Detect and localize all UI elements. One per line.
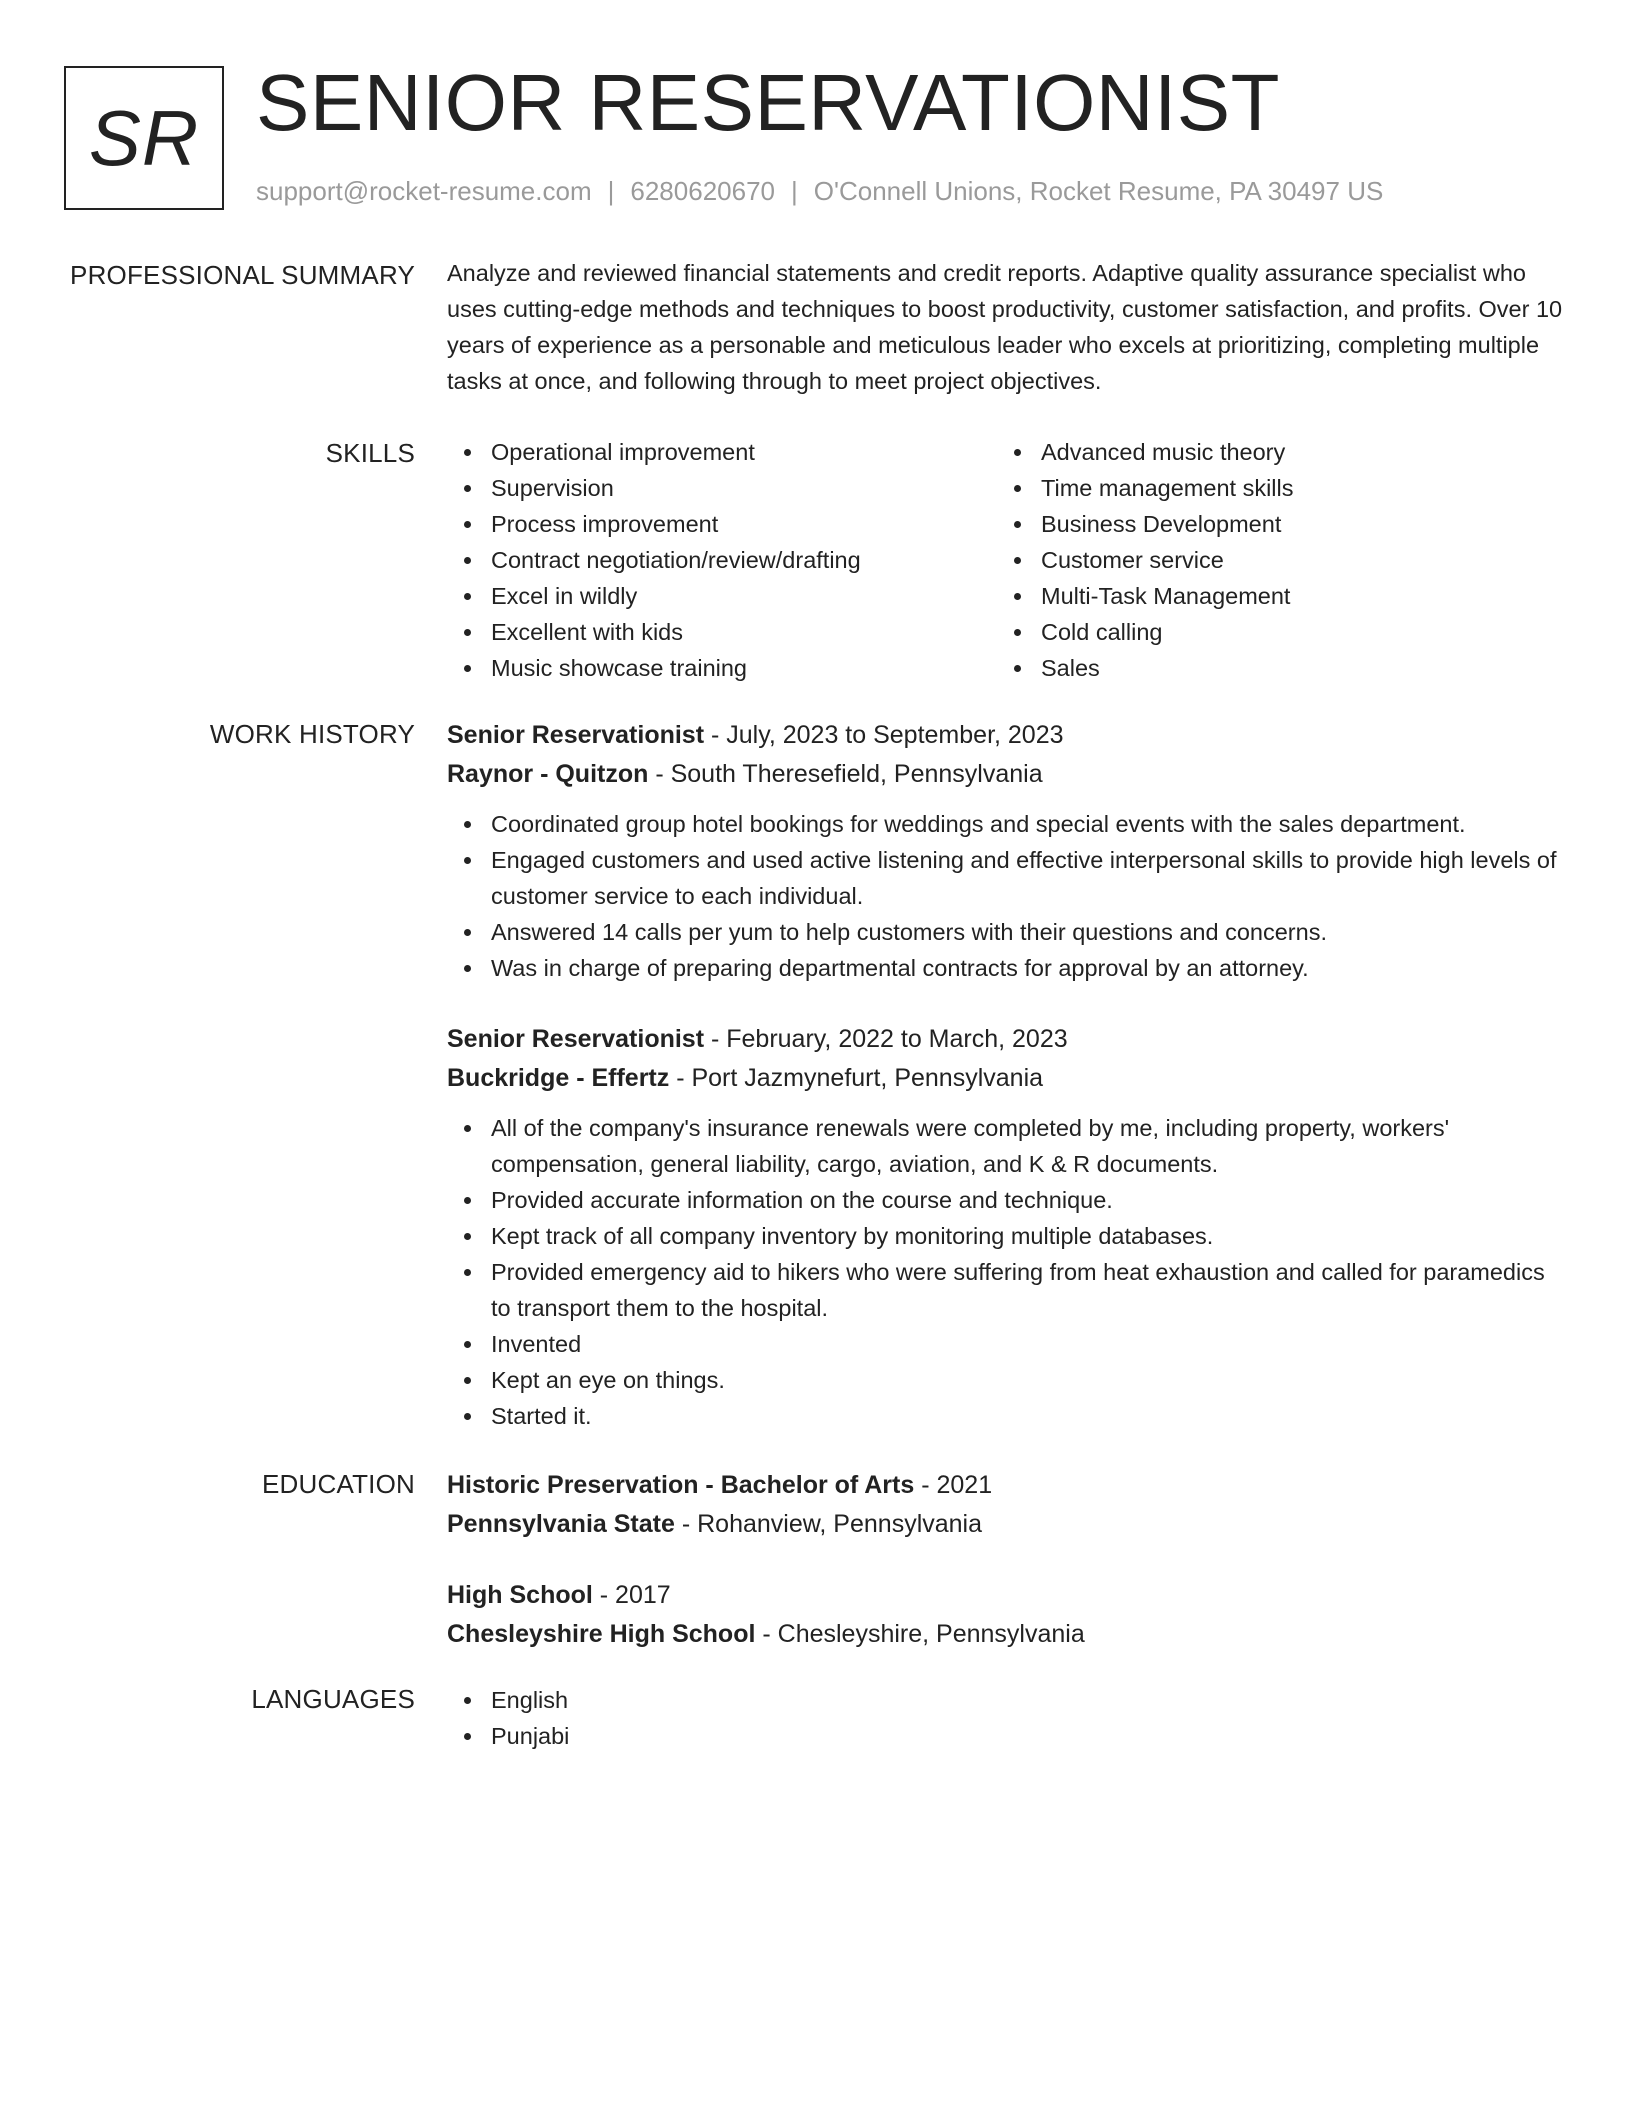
job-company-line — [447, 754, 1567, 794]
list-item: Was in charge of preparing departmental contracts for approval by an attorney. — [447, 950, 1567, 986]
list-item: Punjabi — [447, 1718, 1567, 1754]
languages-list — [447, 1682, 1567, 1754]
contact-line — [256, 175, 1383, 207]
list-item: Multi-Task Management — [997, 578, 1547, 614]
job-entry — [447, 1020, 1567, 1434]
list-item: Supervision — [447, 470, 997, 506]
summary-text: Analyze and reviewed financial statements and credit reports. Adaptive quality assurance specialist who uses cutting-edge methods and techniques to boost productivity, customer satisfaction, and profits. Over 10 years of experience as a personable and meticulous leader who excels at prioritizing, completing multiple tasks at once, and following through to meet project objectives. — [447, 260, 1563, 394]
list-item: Engaged customers and used active listening and effective interpersonal skills to provide high levels of customer service to each individual. — [447, 842, 1567, 914]
job-company-line — [447, 1058, 1567, 1098]
job-title: Senior Reservationist — [447, 721, 705, 749]
list-item: English — [447, 1682, 1567, 1718]
school-line — [447, 1614, 1567, 1654]
list-item: Music showcase training — [447, 650, 997, 686]
job-dates: - July, 2023 to September, 2023 — [704, 721, 1064, 749]
list-item: Provided emergency aid to hikers who were suffering from heat exhaustion and called for paramedics to transport them to the hospital. — [447, 1254, 1567, 1326]
contact-address: O'Connell Unions, Rocket Resume, PA 30497 US — [813, 176, 1384, 206]
list-item: Started it. — [447, 1398, 1567, 1434]
job-entry — [447, 716, 1567, 986]
job-bullets — [447, 806, 1567, 986]
list-item: Answered 14 calls per yum to help customers with their questions and concerns. — [447, 914, 1567, 950]
job-title: Senior Reservationist — [447, 1025, 705, 1053]
list-item: Coordinated group hotel bookings for weddings and special events with the sales department. — [447, 806, 1567, 842]
school: Chesleyshire High School — [447, 1620, 756, 1648]
job-location: - Port Jazmynefurt, Pennsylvania — [669, 1064, 1044, 1092]
page-title: SENIOR RESERVATIONIST — [256, 58, 1281, 147]
skills-list-left — [447, 434, 997, 686]
skills-list-right — [997, 434, 1547, 686]
job-company: Raynor - Quitzon — [447, 760, 649, 788]
school: Pennsylvania State — [447, 1510, 675, 1538]
degree: High School — [447, 1581, 593, 1609]
section-label-languages: LANGUAGES — [251, 1684, 415, 1714]
list-item: Business Development — [997, 506, 1547, 542]
job-bullets — [447, 1110, 1567, 1434]
list-item: Advanced music theory — [997, 434, 1547, 470]
list-item: Excellent with kids — [447, 614, 997, 650]
school-location: - Rohanview, Pennsylvania — [674, 1510, 983, 1538]
school-location: - Chesleyshire, Pennsylvania — [755, 1620, 1085, 1648]
section-label-summary: PROFESSIONAL SUMMARY — [70, 260, 415, 290]
list-item: Sales — [997, 650, 1547, 686]
list-item: Kept track of all company inventory by monitoring multiple databases. — [447, 1218, 1567, 1254]
job-company: Buckridge - Effertz — [447, 1064, 670, 1092]
languages-block — [447, 1682, 1567, 1754]
contact-separator: | — [607, 176, 615, 206]
list-item: Excel in wildly — [447, 578, 997, 614]
contact-email[interactable]: support@rocket-resume.com — [256, 176, 592, 206]
education-entry — [447, 1576, 1567, 1654]
list-item: Cold calling — [997, 614, 1547, 650]
degree-year: - 2017 — [592, 1581, 671, 1609]
school-line — [447, 1504, 1567, 1544]
education-entry — [447, 1466, 1567, 1544]
list-item: Operational improvement — [447, 434, 997, 470]
skills-columns — [447, 434, 1567, 686]
list-item: Invented — [447, 1326, 1567, 1362]
section-label-education: EDUCATION — [262, 1469, 415, 1499]
list-item: Provided accurate information on the course and technique. — [447, 1182, 1567, 1218]
contact-separator: | — [791, 176, 798, 206]
contact-phone[interactable]: 6280620670 — [630, 176, 775, 206]
job-title-line — [447, 1020, 1567, 1058]
list-item: Process improvement — [447, 506, 997, 542]
job-location: - South Theresefield, Pennsylvania — [648, 760, 1043, 788]
list-item: Kept an eye on things. — [447, 1362, 1567, 1398]
degree-year: - 2021 — [914, 1471, 993, 1499]
section-label-skills: SKILLS — [325, 438, 415, 468]
degree: Historic Preservation - Bachelor of Arts — [447, 1471, 915, 1499]
job-title-line — [447, 716, 1567, 754]
section-label-work: WORK HISTORY — [209, 719, 415, 749]
monogram: SR — [64, 66, 224, 210]
list-item: Contract negotiation/review/drafting — [447, 542, 997, 578]
list-item: Time management skills — [997, 470, 1547, 506]
job-dates: - February, 2022 to March, 2023 — [704, 1025, 1068, 1053]
degree-line — [447, 1576, 1567, 1614]
list-item: Customer service — [997, 542, 1547, 578]
list-item: All of the company's insurance renewals were completed by me, including property, workers' compensation, general liability, cargo, aviation, and K & R documents. — [447, 1110, 1567, 1182]
degree-line — [447, 1466, 1567, 1504]
